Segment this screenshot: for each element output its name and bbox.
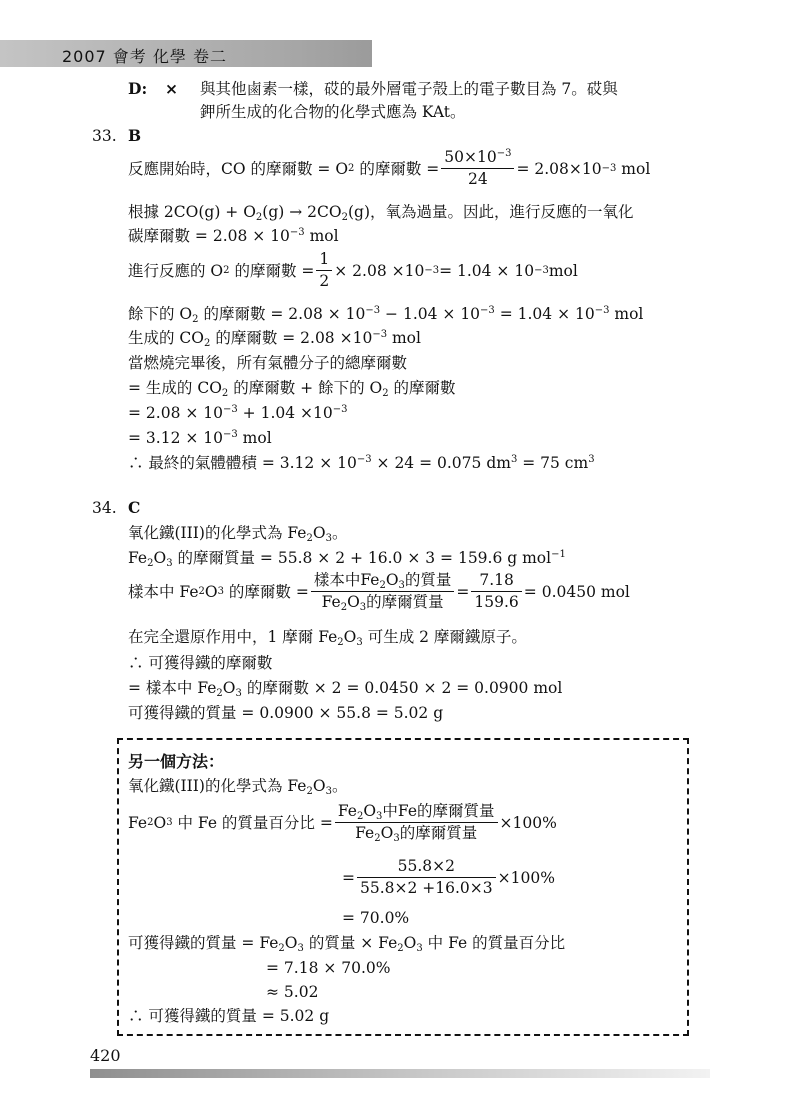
cross-mark-icon: × <box>165 80 178 98</box>
q33-line8: = 生成的 $CO_2$ 的摩爾數 + 餘下的 $O_2$ 的摩爾數 <box>128 379 456 399</box>
q34-number: 34. <box>92 499 117 517</box>
q33-line7: 當燃燒完畢後，所有氣體分子的總摩爾數 <box>128 354 408 372</box>
q34-line6: = 樣本中 $Fe_2O_3$ 的摩爾數 × 2 = 0.0450 × 2 = 0.0900 mol <box>128 679 563 699</box>
option-d-line2: 鉀所生成的化合物的化學式應為 KAt。 <box>200 103 466 121</box>
q33-answer: B <box>128 126 142 145</box>
q33-line9: = $2.08 \times 10^{-3} + 1.04 \times 10^{-3}$ <box>128 404 348 422</box>
q34-answer: C <box>128 498 141 517</box>
alt-line6: = 7.18 × 70.0% <box>266 959 391 977</box>
q34-line2: $Fe_2O_3$ 的摩爾質量 = 55.8 × 2 + 16.0 × 3 = 159.6 g mol$^{-1}$ <box>128 549 566 569</box>
q33-line4: 進行反應的 O 2 的摩爾數 = $\frac{1}{2}$ × 2.08 ×10 −3 = 1.04 × 10 −3 mol <box>128 250 578 290</box>
q34-line7: 可獲得鐵的質量 = 0.0900 × 55.8 = 5.02 g <box>128 704 444 722</box>
alt-line2: Fe 2 O 3 中 Fe 的質量百分比 = $\frac{Fe_2O_3中Fe的摩爾質量}{Fe_2O_3的摩爾質量}$ ×100% <box>128 802 557 844</box>
q33-line5: 餘下的 $O_2$ 的摩爾數 = $2.08 \times 10^{-3} - 1.04 \times 10^{-3} = 1.04 \times 10^{-3}$ mol <box>128 305 644 325</box>
q33-number: 33. <box>92 127 117 145</box>
q33-line10: = $3.12 \times 10^{-3}$ mol <box>128 429 272 447</box>
header-title: 2007 會考 化學 卷二 <box>62 47 227 66</box>
alt-line5: 可獲得鐵的質量 = $Fe_2O_3$ 的質量 × $Fe_2O_3$ 中 Fe 的質量百分比 <box>128 934 566 954</box>
alt-line3: = $\frac{55.8\times 2}{55.8\times 2 +16.0\times 3}$ ×100% <box>342 857 555 897</box>
q34-line1: 氧化鐵(III)的化學式為 $Fe_2O_3$。 <box>128 524 348 544</box>
q33-line6: 生成的 $CO_2$ 的摩爾數 = $2.08 \times 10^{-3}$ mol <box>128 329 421 349</box>
option-d-line1: 與其他鹵素一樣，砹的最外層電子殼上的電子數目為 7。砹與 <box>200 80 618 98</box>
alt-line4: = 70.0% <box>342 909 410 927</box>
option-d-label: D: <box>128 79 148 98</box>
q33-line2: 根據 $2CO(g) + O_2(g) \to 2CO_2(g)$，氧為過量。因此，進行反應的一氧化 <box>128 203 634 223</box>
q33-line11: ∴ 最終的氣體體積 = $3.12 \times 10^{-3} \times 24 = 0.075$ $dm^3 = 75$ $cm^3$ <box>128 454 595 472</box>
alt-title: 另一個方法： <box>128 752 225 771</box>
q34-line4: 在完全還原作用中，1 摩爾 $Fe_2O_3$ 可生成 2 摩爾鐵原子。 <box>128 628 527 648</box>
q33-line1: 反應開始時，CO 的摩爾數 = O 2 的摩爾數 = $\frac{50\times 10^{-3}}{24}$ = 2.08×10 −3 mol <box>128 148 651 188</box>
q33-line3: 碳摩爾數 = $2.08 \times 10^{-3}$ mol <box>128 227 339 245</box>
alt-line8: ∴ 可獲得鐵的質量 = 5.02 g <box>128 1007 330 1025</box>
alt-line1: 氧化鐵(III)的化學式為 $Fe_2O_3$。 <box>128 777 348 797</box>
page-number: 420 <box>90 1046 121 1065</box>
q34-line3: 樣本中 Fe 2 O 3 的摩爾數 = $\frac{樣本中Fe_2O_3的質量}{Fe_2O_3的摩爾質量}$ = $\frac{7.18}{159.6}$ = 0.0450 mol <box>128 571 630 613</box>
footer-bar <box>90 1069 710 1078</box>
alt-line7: ≈ 5.02 <box>266 983 319 1001</box>
q34-line5: ∴ 可獲得鐵的摩爾數 <box>128 654 273 672</box>
